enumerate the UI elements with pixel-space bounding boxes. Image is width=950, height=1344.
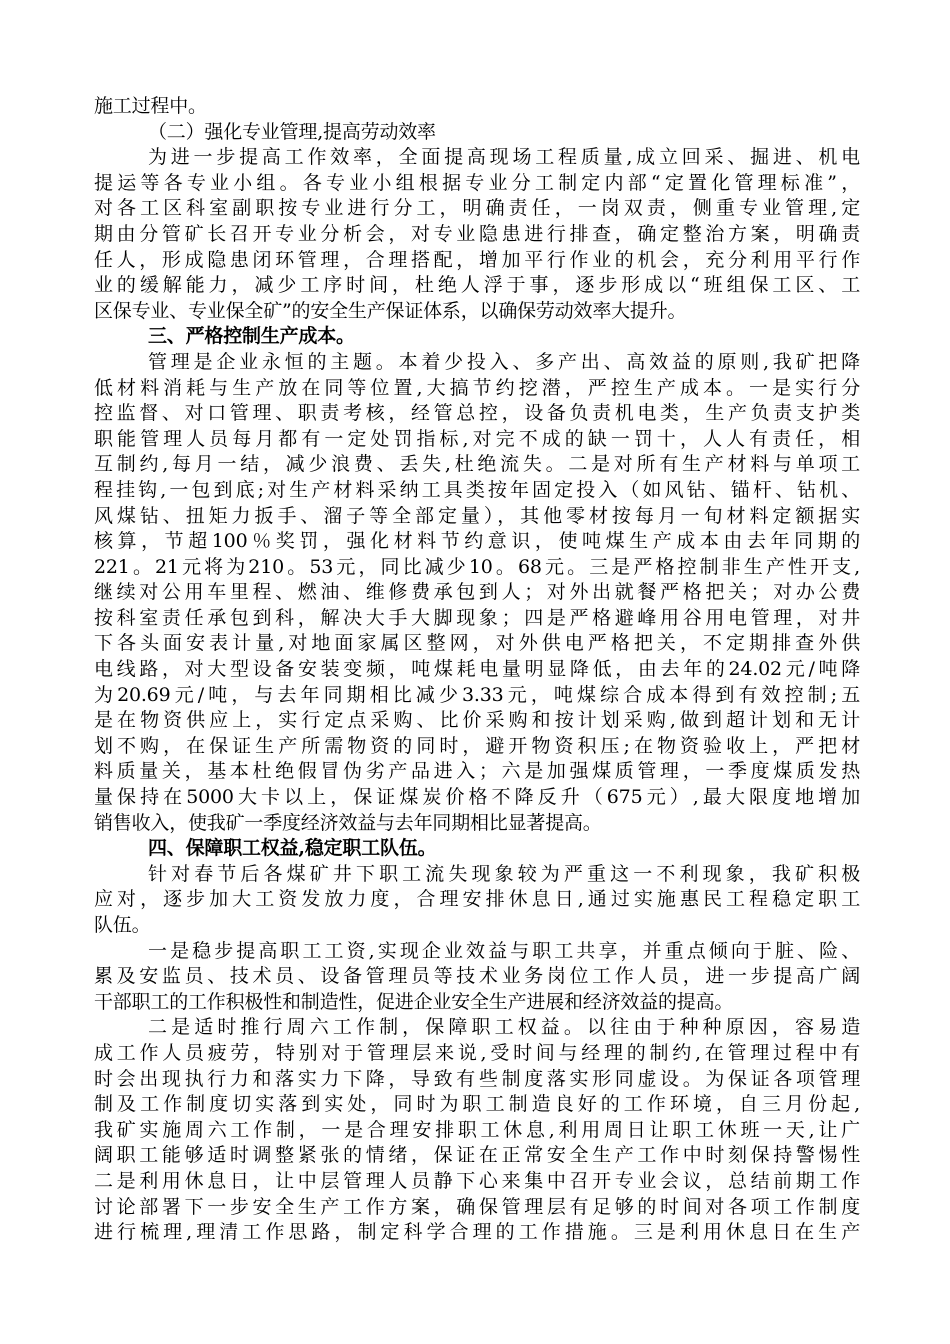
text-line: 量保持在5000大卡以上，保证煤炭价格不降反升（675元）,最大限度地增加 [94, 786, 860, 809]
text-line: 应对，逐步加大工资发放力度，合理安排休息日,通过实施惠民工程稳定职工 [94, 888, 860, 911]
text-line: 控监督、对口管理、职责考核，经管总控，设备负责机电类，生产负责支护类 [94, 402, 860, 425]
text-line: 是在物资供应上，实行定点采购、比价采购和按计划采购,做到超计划和无计 [94, 709, 860, 732]
text-line: 提运等各专业小组。各专业小组根据专业分工制定内部“定置化管理标准”， [94, 171, 860, 194]
text-line: 继续对公用车里程、燃油、维修费承包到人；对外出就餐严格把关；对办公费 [94, 581, 860, 604]
text-line: 管理是企业永恒的主题。本着少投入、多产出、高效益的原则,我矿把降 [148, 350, 860, 373]
text-line: 销售收入，使我矿一季度经济效益与去年同期相比显著提高。 [94, 811, 602, 834]
section-heading-line: 四、保障职工权益,稳定职工队伍。 [148, 837, 437, 860]
text-line: 对各工区科室副职按专业进行分工，明确责任，一岗双责，侧重专业管理,定 [94, 197, 860, 220]
text-line: 业的缓解能力，减少工序时间，杜绝人浮于事，逐步形成以“班组保工区、工 [94, 274, 860, 297]
text-line: 任人，形成隐患闭环管理，合理搭配，增加平行作业的机会，充分利用平行作 [94, 248, 860, 271]
text-line: 核算，节超100％奖罚，强化材料节约意识，使吨煤生产成本由去年同期的 [94, 530, 860, 553]
text-line: 区保专业、专业保全矿”的安全生产保证体系，以确保劳动效率大提升。 [94, 299, 687, 322]
text-line: 程挂钩,一包到底;对生产材料采纳工具类按年固定投入（如风钻、锚杆、钻机、 [94, 478, 860, 501]
text-line: 一是稳步提高职工工资,实现企业效益与职工共享，并重点倾向于脏、险、 [148, 939, 860, 962]
text-line: 电线路，对大型设备安装变频，吨煤耗电量明显降低，由去年的24.02元/吨降 [94, 658, 860, 681]
text-line: 划不购，在保证生产所需物资的同时，避开物资积压;在物资验收上，严把材 [94, 734, 860, 757]
text-line: 进行梳理,理清工作思路，制定科学合理的工作措施。三是利用休息日在生产 [94, 1221, 860, 1244]
text-line: 讨论部署下一步安全生产工作方案，确保管理层有足够的时间对各项工作制度 [94, 1195, 860, 1218]
text-line: 互制约,每月一结，减少浪费、丢失,杜绝流失。二是对所有生产材料与单项工 [94, 453, 860, 476]
text-line: 按科室责任承包到科，解决大手大脚现象；四是严格避峰用谷用电管理，对井 [94, 606, 860, 629]
document-page [94, 94, 860, 1246]
text-line: 为20.69元/吨，与去年同期相比减少3.33元，吨煤综合成本得到有效控制;五 [94, 683, 860, 706]
text-line: （二）强化专业管理,提高劳动效率 [148, 120, 436, 143]
text-line: 累及安监员、技术员、设备管理员等技术业务岗位工作人员，进一步提高广阔 [94, 965, 860, 988]
text-line: 职能管理人员每月都有一定处罚指标,对完不成的缺一罚十，人人有责任，相 [94, 427, 860, 450]
text-line: 低材料消耗与生产放在同等位置,大搞节约挖潜，严控生产成本。一是实行分 [94, 376, 860, 399]
text-line: 成工作人员疲劳，特别对于管理层来说,受时间与经理的制约,在管理过程中有 [94, 1041, 860, 1064]
text-line: 风煤钻、扭矩力扳手、溜子等全部定量），其他零材按每月一旬材料定额据实 [94, 504, 860, 527]
text-line: 为进一步提高工作效率，全面提高现场工程质量,成立回采、掘进、机电 [148, 146, 860, 169]
text-line: 针对春节后各煤矿井下职工流失现象较为严重这一不利现象，我矿积极 [148, 862, 860, 885]
text-line: 队伍。 [94, 914, 151, 936]
text-line: 干部职工的工作积极性和制造性，促进企业安全生产进展和经济效益的提高。 [94, 990, 734, 1013]
section-heading-line: 三、严格控制生产成本。 [148, 325, 355, 348]
text-line: 制及工作制度切实落到实处，同时为职工制造良好的工作环境，自三月份起, [94, 1093, 860, 1116]
text-line: 料质量关，基本杜绝假冒伪劣产品进入；六是加强煤质管理，一季度煤质发热 [94, 760, 860, 783]
text-line: 221。21元将为210。53元，同比减少10。68元。三是严格控制非生产性开支, [94, 555, 860, 578]
text-line: 二是利用休息日，让中层管理人员静下心来集中召开专业会议，总结前期工作 [94, 1169, 860, 1192]
text-line: 我矿实施周六工作制，一是合理安排职工休息,利用周日让职工休班一天,让广 [94, 1118, 860, 1141]
text-line: 二是适时推行周六工作制，保障职工权益。以往由于种种原因，容易造 [148, 1016, 860, 1039]
text-line: 时会出现执行力和落实力下降，导致有些制度落实形同虚设。为保证各项管理 [94, 1067, 860, 1090]
text-line: 阔职工能够适时调整紧张的情绪，保证在正常安全生产工作中时刻保持警惕性 [94, 1144, 860, 1167]
text-line: 期由分管矿长召开专业分析会，对专业隐患进行排查，确定整治方案，明确责 [94, 222, 860, 245]
text-line: 下各头面安表计量,对地面家属区整网，对外供电严格把关，不定期排查外供 [94, 632, 860, 655]
text-line: 施工过程中。 [94, 95, 207, 117]
